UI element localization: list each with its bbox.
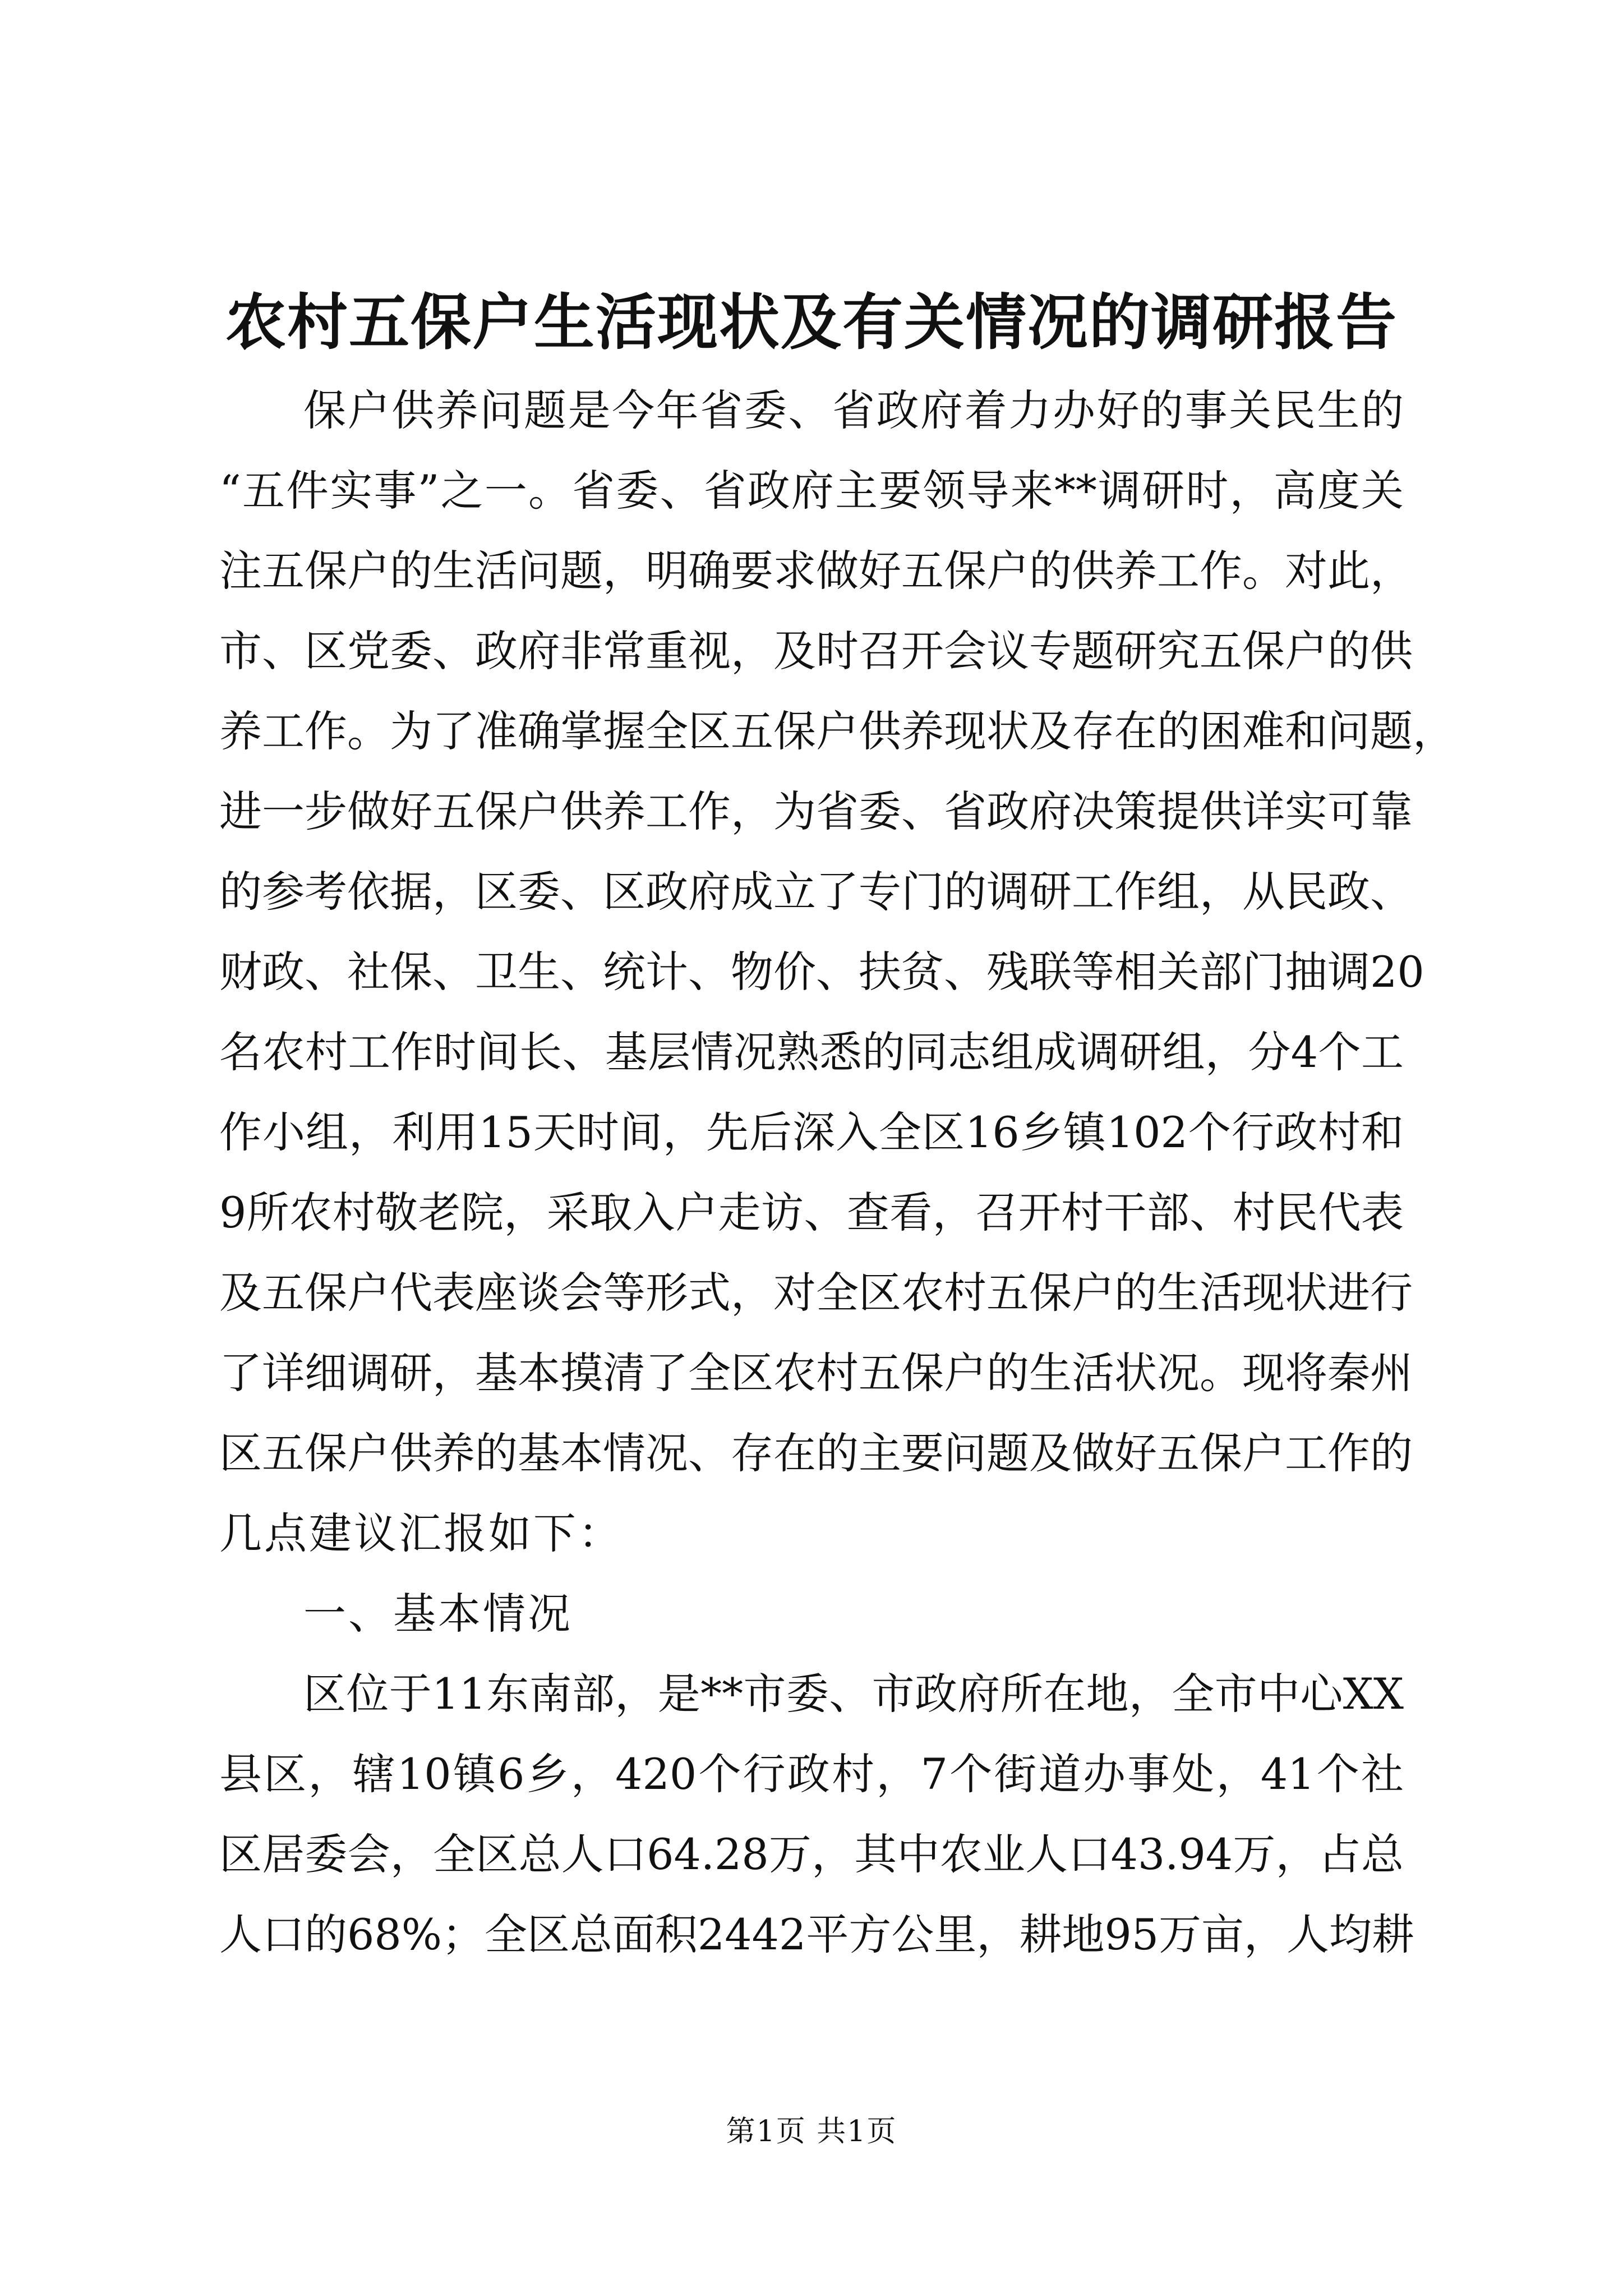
paragraph-line: 的参考依据，区委、区政府成立了专门的调研工作组，从民政、 [219,867,1413,917]
paragraph-line: 区位于11东南部，是**市委、市政府所在地，全市中心XX [303,1669,1404,1719]
paragraph-line: “五件实事”之一。省委、省政府主要领导来**调研时，高度关 [219,466,1404,516]
paragraph-line: 名农村工作时间长、基层情况熟悉的同志组成调研组，分4个工 [219,1027,1404,1077]
paragraph-line: 市、区党委、政府非常重视，及时召开会议专题研究五保户的供 [219,626,1413,676]
paragraph-line: 注五保户的生活问题，明确要求做好五保户的供养工作。对此， [219,546,1413,596]
paragraph-line: 人口的68%；全区总面积2442平方公里，耕地95万亩，人均耕 [219,1910,1415,1959]
paragraph-line: 进一步做好五保户供养工作，为省委、省政府决策提供详实可靠 [219,786,1413,836]
paragraph-line: 县区，辖10镇6乡，420个行政村，7个街道办事处，41个社 [219,1749,1404,1799]
paragraph-line: 9所农村敬老院，采取入户走访、查看，召开村干部、村民代表 [219,1188,1404,1237]
paragraph-line: 了详细调研，基本摸清了全区农村五保户的生活状况。现将秦州 [219,1348,1413,1398]
section-heading: 一、基本情况 [303,1589,573,1639]
paragraph-line: 作小组，利用15天时间，先后深入全区16乡镇102个行政村和 [219,1107,1404,1157]
paragraph-line: 财政、社保、卫生、统计、物价、扶贫、残联等相关部门抽调20 [219,947,1424,997]
page-number-footer: 第1页 共1页 [726,2115,897,2148]
paragraph-line: 区居委会，全区总人口64.28万，其中农业人口43.94万，占总 [219,1829,1404,1879]
document-body [219,370,1455,1975]
paragraph-line: 保户供养问题是今年省委、省政府着力办好的事关民生的 [303,385,1404,435]
paragraph-line: 几点建议汇报如下： [219,1508,623,1558]
paragraph-line: 及五保户代表座谈会等形式，对全区农村五保户的生活现状进行 [219,1268,1413,1318]
paragraph-line: 区五保户供养的基本情况、存在的主要问题及做好五保户工作的 [219,1428,1413,1478]
paragraph-line: 养工作。为了准确掌握全区五保户供养现状及存在的困难和问题， [219,706,1455,756]
document-title: 农村五保户生活现状及有关情况的调研报告 [225,287,1398,358]
